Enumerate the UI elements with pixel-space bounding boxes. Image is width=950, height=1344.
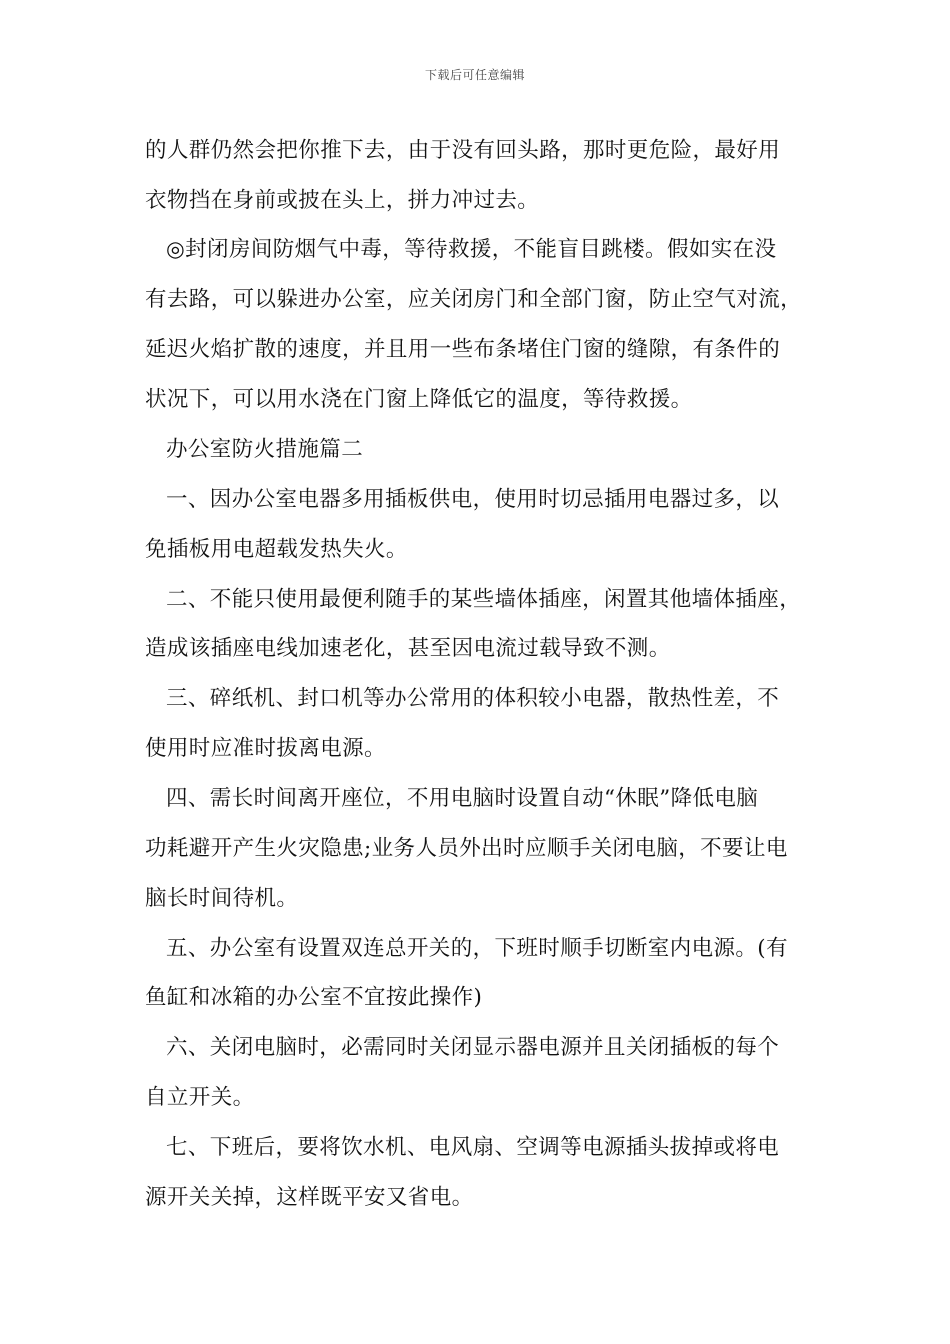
body-line: 五、办公室有设置双连总开关的，下班时顺手切断室内电源。(有 <box>166 936 788 961</box>
body-line: 功耗避开产生火灾隐患;业务人员外出时应顺手关闭电脑，不要让电 <box>145 836 788 861</box>
body-line: 鱼缸和冰箱的办公室不宜按此操作) <box>145 985 483 1010</box>
body-line: 使用时应准时拔离电源。 <box>145 736 386 761</box>
body-line: 脑长时间待机。 <box>145 886 299 911</box>
body-line: ◎封闭房间防烟气中毒，等待救援，不能盲目跳楼。假如实在没 <box>166 237 777 262</box>
body-line: 状况下，可以用水浇在门窗上降低它的温度，等待救援。 <box>145 387 693 412</box>
body-line: 造成该插座电线加速老化，甚至因电流过载导致不测。 <box>145 636 671 661</box>
body-line: 二、不能只使用最便利随手的某些墙体插座，闲置其他墙体插座， <box>166 587 802 612</box>
body-line: 源开关关掉，这样既平安又省电。 <box>145 1185 474 1210</box>
body-line: 免插板用电超载发热失火。 <box>145 537 408 562</box>
section-heading: 办公室防火措施篇二 <box>166 437 364 462</box>
body-line: 六、关闭电脑时，必需同时关闭显示器电源并且关闭插板的每个 <box>166 1035 780 1060</box>
body-line: 七、下班后，要将饮水机、电风扇、空调等电源插头拔掉或将电 <box>166 1135 780 1160</box>
body-line: 四、需长时间离开座位，不用电脑时设置自动“休眠”降低电脑 <box>166 786 759 811</box>
body-line: 有去路，可以躲进办公室，应关闭房门和全部门窗，防止空气对流， <box>145 287 803 312</box>
page-header-note: 下载后可任意编辑 <box>424 68 525 82</box>
body-line: 自立开关。 <box>145 1085 255 1110</box>
body-line: 三、碎纸机、封口机等办公常用的体积较小电器，散热性差，不 <box>166 686 780 711</box>
body-line: 的人群仍然会把你推下去，由于没有回头路，那时更危险，最好用 <box>145 138 781 163</box>
body-line: 延迟火焰扩散的速度，并且用一些布条堵住门窗的缝隙，有条件的 <box>145 337 781 362</box>
body-line: 一、因办公室电器多用插板供电，使用时切忌插用电器过多，以 <box>166 487 780 512</box>
body-line: 衣物挡在身前或披在头上，拼力冲过去。 <box>145 188 540 213</box>
